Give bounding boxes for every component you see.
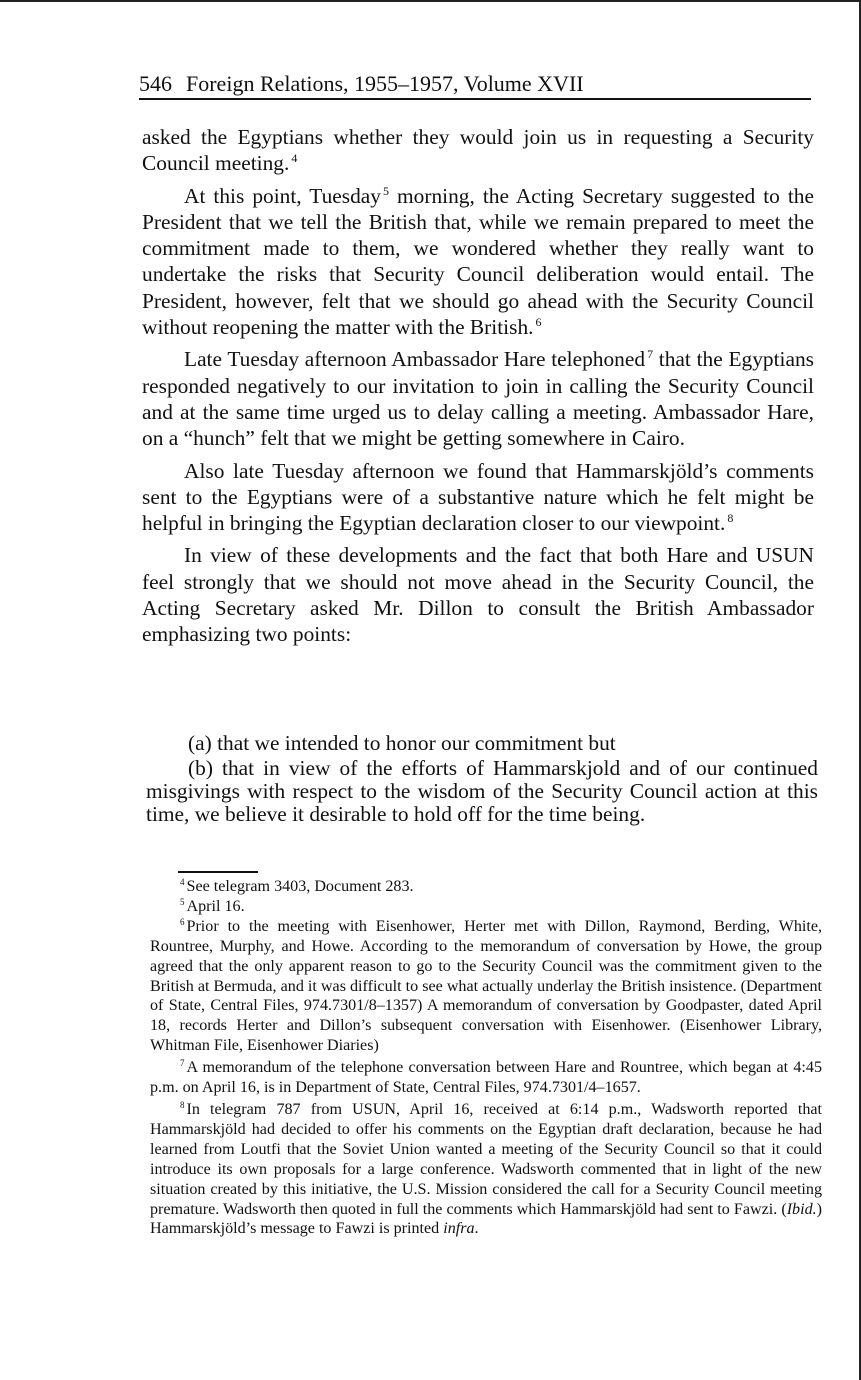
- footnotes: [150, 877, 822, 1239]
- footnote-5-text: April 16.: [186, 897, 245, 915]
- body-paragraph-4: [142, 458, 814, 537]
- footnote-8-ibid: Ibid.: [786, 1200, 817, 1218]
- footnote-6-mark: 6: [180, 916, 185, 927]
- footnote-ref-5: 5: [383, 183, 389, 198]
- footnote-ref-8: 8: [727, 511, 734, 526]
- footnote-6-text: Prior to the meeting with Eisenhower, Herter met with Dillon, Raymond, Berding, White, Rountree, Murphy, and Howe. According to the memorandum of conversation by Howe, the group agreed that the only apparent reason to go to the Security Council was the commitment given to the British at Bermuda, and it was difficult to see what actually underlay the British insistence. (Department of State, Central Files, 974.7301/8–1357) A memorandum of conversation by Goodpaster, dated April 18, records Herter and Dillon’s subsequent conversation with Eisenhower. (Eisenhower Library, Whitman File, Eisenhower Diaries): [150, 917, 822, 1055]
- footnote-separator: [178, 871, 258, 873]
- body-text: [142, 124, 814, 654]
- footnote-5-mark: 5: [180, 896, 185, 907]
- footnote-4-text: See telegram 3403, Document 283.: [186, 878, 414, 895]
- page-number: 546: [139, 71, 172, 96]
- footnote-7-text: A memorandum of the telephone conversation between Hare and Rountree, which began at 4:45 p.m. on April 16, is in Department of State, Central Files, 974.7301/4–1657.: [150, 1059, 822, 1097]
- footnote-8-text-a: In telegram 787 from USUN, April 16, received at 6:14 p.m., Wadsworth reported that Hammarskjöld had decided to offer his comments on the Egyptian draft declaration, because he had learned from Loutfi that the Soviet Union wanted a meeting of the Security Council so that it could introduce its own proposals for a large conference. Wadsworth commented that in light of the new situation created by this initiative, the U.S. Mission considered the call for a Security Council meeting premature. Wadsworth then quoted in full the comments which Hammarskjöld had sent to Fawzi. (: [150, 1100, 822, 1218]
- footnote-5: [150, 897, 822, 917]
- footnote-4-mark: 4: [180, 877, 185, 887]
- body-paragraph-4-text: Also late Tuesday afternoon we found that Hammarskjöld’s comments sent to the Egyptians were of a substantive nature which he felt might be helpful in bringing the Egyptian declaration closer to our viewpoint.: [142, 458, 814, 536]
- footnote-ref-6: 6: [535, 315, 542, 330]
- two-points-list: [146, 732, 818, 826]
- body-paragraph-2-text-b: morning, the Acting Secretary suggested to the President that we tell the British that, while we remain prepared to meet the commitment made to them, we wondered whether they really want to undertake the risks that Security Council deliberation would entail. The President, however, felt that we should go ahead with the Security Council without reopening the matter with the British.: [142, 183, 814, 340]
- footnote-7-mark: 7: [180, 1058, 185, 1069]
- footnote-4: [150, 877, 822, 897]
- footnote-7: [150, 1058, 822, 1098]
- footnote-8-mark: 8: [180, 1099, 185, 1110]
- body-paragraph-1-text: asked the Egyptians whether they would join us in requesting a Security Council meeting.: [142, 125, 814, 176]
- body-paragraph-5: In view of these developments and the fact that both Hare and USUN feel strongly that we should not move ahead in the Security Council, the Acting Secretary asked Mr. Dillon to consult the British Ambassador emphasizing two points:: [142, 543, 814, 647]
- footnote-ref-7: 7: [647, 347, 654, 362]
- footnote-8-text-c: .: [474, 1220, 479, 1238]
- page-top-edge: [0, 0, 861, 2]
- point-b: (b) that in view of the efforts of Hammarskjold and of our continued misgivings with respect to the wisdom of the Security Council action at this time, we believe it desirable to hold off for the time being.: [146, 756, 818, 826]
- point-a: (a) that we intended to honor our commitment but: [188, 731, 616, 755]
- body-paragraph-3-text-a: Late Tuesday afternoon Ambassador Hare telephoned: [184, 347, 646, 372]
- footnote-8-text-b: ) Hammarskjöld’s message to Fawzi is printed: [150, 1200, 822, 1238]
- running-title: Foreign Relations, 1955–1957, Volume XVII: [186, 71, 584, 96]
- body-paragraph-2: [142, 183, 814, 341]
- body-paragraph-3-text-b: that the Egyptians responded negatively to our invitation to join in calling the Security Council and at the same time urged us to delay calling a meeting. Ambassador Hare, on a “hunch” felt that we might be getting somewhere in Cairo.: [142, 347, 814, 451]
- footnote-8-infra: infra: [443, 1220, 475, 1238]
- body-paragraph-1: [142, 124, 814, 177]
- footnote-8: [150, 1100, 822, 1239]
- footnote-ref-4: 4: [291, 151, 298, 166]
- body-paragraph-3: [142, 346, 814, 451]
- footnote-6: [150, 917, 822, 1056]
- body-paragraph-2-text-a: At this point, Tuesday: [184, 183, 381, 208]
- running-header: [139, 70, 811, 100]
